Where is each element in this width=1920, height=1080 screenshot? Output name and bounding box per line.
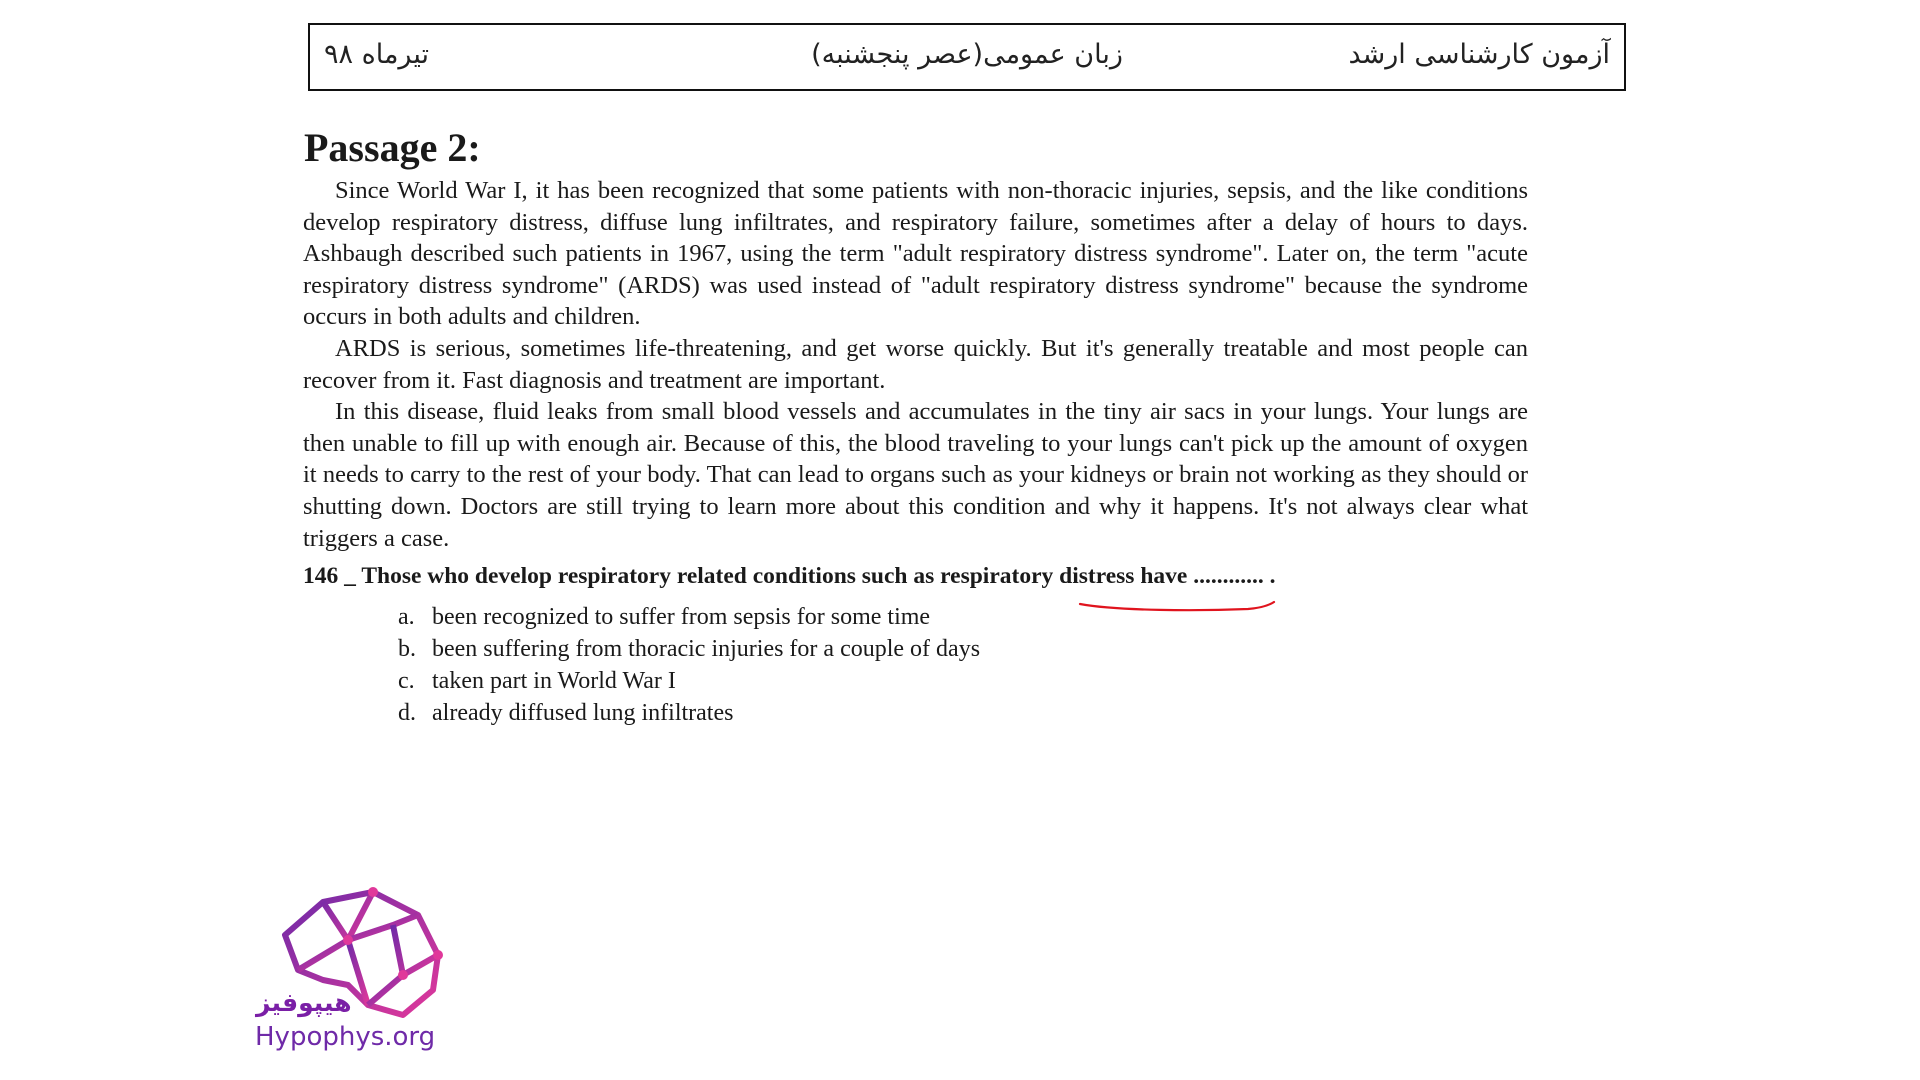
passage-body [303, 175, 1528, 554]
option-a[interactable]: a. been recognized to suffer from sepsis for some time [398, 604, 931, 630]
exam-header [308, 23, 1626, 91]
exam-date: تیرماه ۹۸ [324, 39, 429, 70]
exam-title: آزمون کارشناسی ارشد [1348, 39, 1610, 70]
passage-paragraph: Since World War I, it has been recognized that some patients with non-thoracic injuries, sepsis, and the like conditions develop respiratory distress, diffuse lung infiltrates, and respiratory failure, sometimes after a delay of hours to days. Ashbaugh described such patients in 1967, using the term "adult respiratory distress syndrome". Later on, the term "acute respiratory distress syndrome" (ARDS) was used instead of "adult respiratory distress syndrome" because the syndrome occurs in both adults and children. [303, 177, 1528, 331]
option-c[interactable]: c. taken part in World War I [398, 668, 676, 694]
passage-paragraph: ARDS is serious, sometimes life-threatening, and get worse quickly. But it's generally treatable and most people can recover from it. Fast diagnosis and treatment are important. [303, 334, 1528, 394]
option-d[interactable]: d. already diffused lung infiltrates [398, 700, 734, 726]
red-underline-annotation [1078, 598, 1278, 614]
question-stem: 146 _ Those who develop respiratory related conditions such as respiratory distress have ............ . [303, 563, 1276, 589]
logo-persian-name: هیپوفیز [256, 988, 352, 1017]
option-b[interactable]: b. been suffering from thoracic injuries for a couple of days [398, 636, 981, 662]
answer-options [398, 601, 980, 729]
passage-title: Passage 2: [304, 125, 481, 170]
passage-paragraph: In this disease, fluid leaks from small blood vessels and accumulates in the tiny air sacs in your lungs. Your lungs are then unable to fill up with enough air. Because of this, the blood traveling to your lungs can't pick up the amount of oxygen it needs to carry to the rest of your body. That can lead to organs such as your kidneys or brain not working as they should or shutting down. Doctors are still trying to learn more about this condition and why it happens. It's not always clear what triggers a case. [303, 398, 1528, 552]
logo-url: Hypophys.org [255, 1022, 436, 1052]
exam-subject: زبان عمومی(عصر پنجشنبه) [811, 39, 1123, 70]
